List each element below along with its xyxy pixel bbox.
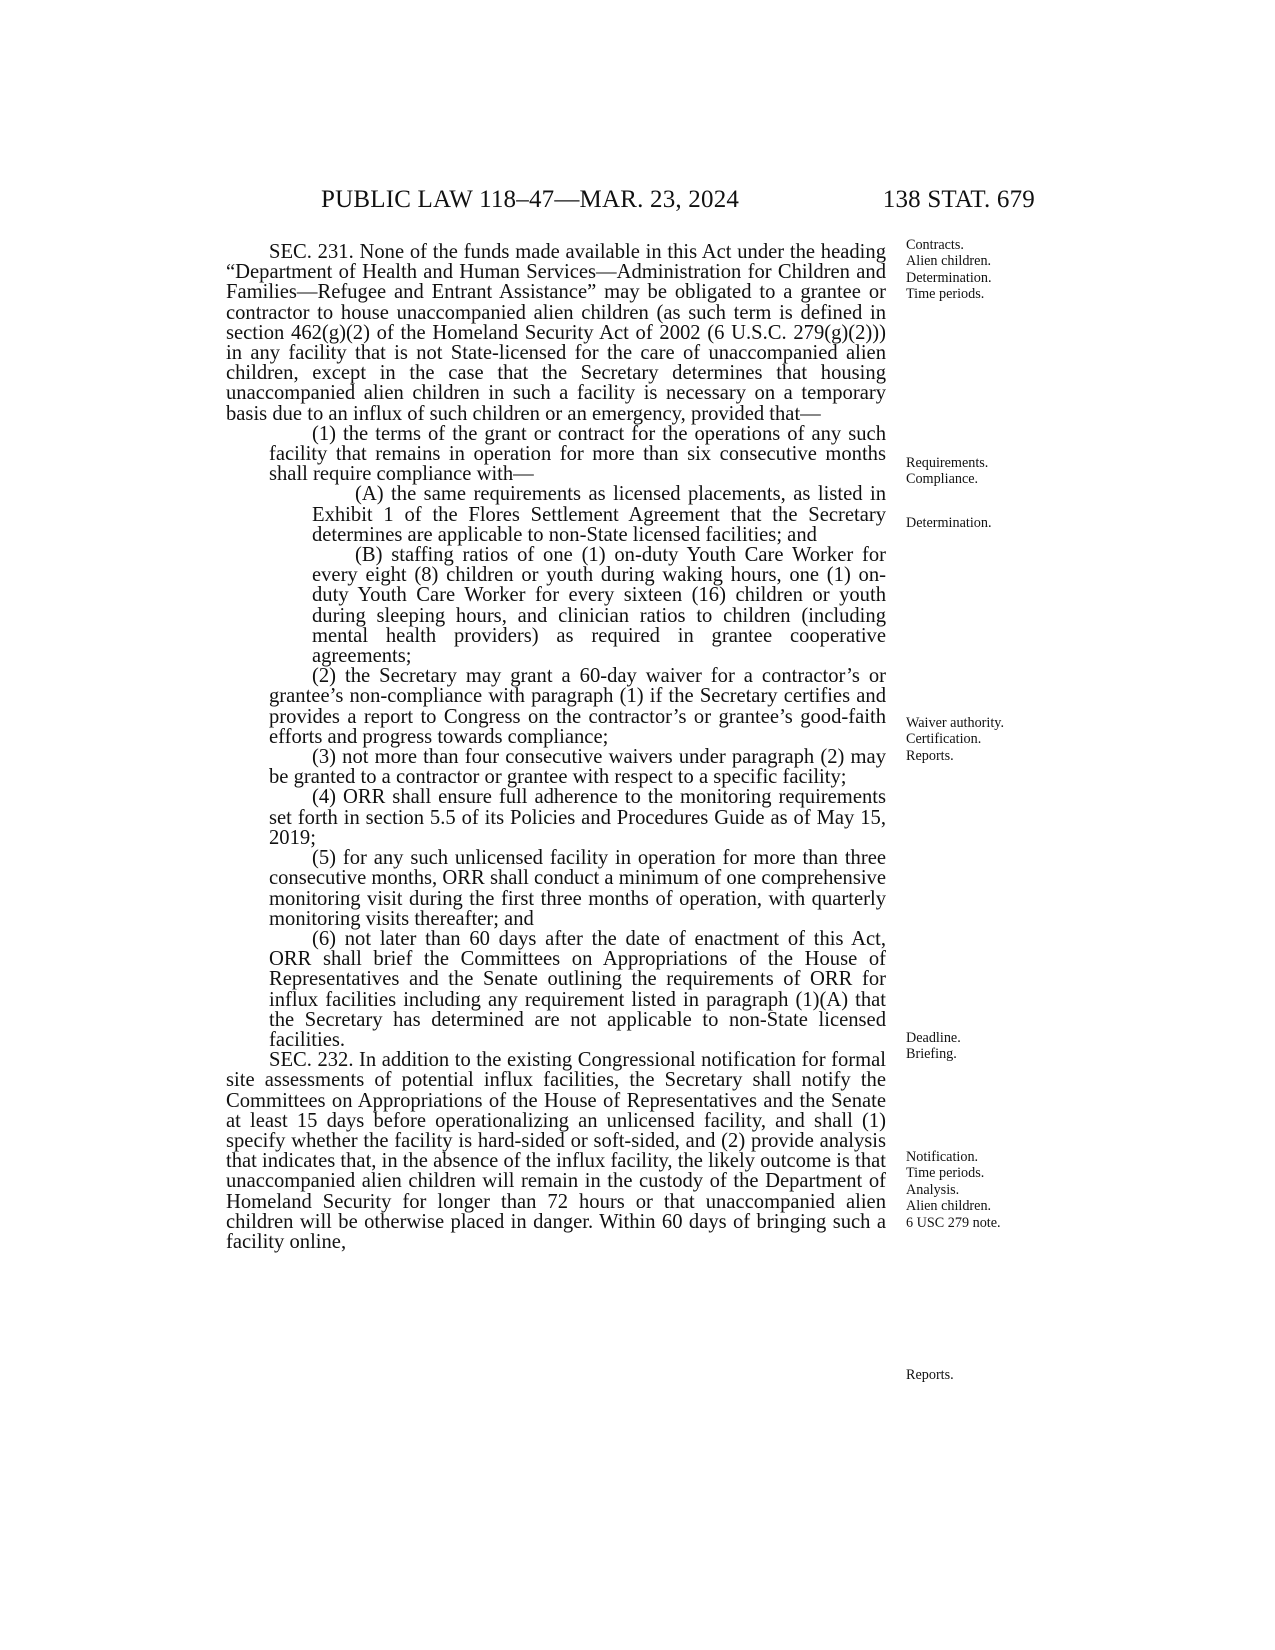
body-text bbox=[226, 242, 886, 1252]
margin-note-line: 6 USC 279 note. bbox=[906, 1214, 1001, 1231]
margin-note-contracts bbox=[906, 237, 1066, 303]
header-stat-page: 138 STAT. 679 bbox=[882, 186, 1035, 213]
section-231-label: SEC. 231. bbox=[269, 241, 354, 263]
paragraph-5: (5) for any such unlicensed facility in operation for more than three consecutive months, ORR shall conduct a minimum of one comprehensive monitoring visit during the first three months of operation, with quarterly monitoring visits thereafter; and bbox=[269, 847, 886, 930]
section-231 bbox=[226, 242, 886, 424]
paragraph-4: (4) ORR shall ensure full adherence to the monitoring requirements set forth in section 5.5 of its Policies and Procedures Guide as of May 15, 2019; bbox=[269, 786, 886, 849]
section-232-text: In addition to the existing Congressional notification for formal site assessments of potential influx facilities, the Secretary shall notify the Committees on Appropriations of the House of Representatives and the Senate at least 15 days before operationalizing an unlicensed facility, and shall (1) specify whether the facility is hard-sided or soft-sided, and (2) provide analysis that indicates that, in the absence of the influx facility, the likely outcome is that unaccompanied alien children will remain in the custody of the Department of Homeland Security for longer than 72 hours or that unaccompanied alien children will be otherwise placed in danger. Within 60 days of bringing such a facility online, bbox=[226, 1049, 886, 1253]
margin-note-line: Alien children. bbox=[906, 253, 992, 270]
margin-note-line: Briefing. bbox=[906, 1046, 957, 1063]
margin-note-reports bbox=[906, 1367, 1066, 1383]
margin-note-deadline bbox=[906, 1030, 1066, 1063]
margin-note-waiver bbox=[906, 715, 1066, 764]
paragraph-3: (3) not more than four consecutive waivers under paragraph (2) may be granted to a contractor or grantee with respect to a specific facility; bbox=[269, 746, 886, 789]
margin-note-notification bbox=[906, 1149, 1066, 1231]
margin-note-line: Reports. bbox=[906, 747, 954, 764]
paragraph-1: (1) the terms of the grant or contract for the operations of any such facility that remains in operation for more than six consecutive months shall require compliance with— bbox=[269, 422, 886, 486]
margin-note-line: Contracts. bbox=[906, 237, 964, 253]
margin-note-line: Deadline. bbox=[906, 1030, 961, 1046]
margin-note-line: Waiver authority. bbox=[906, 715, 1005, 731]
margin-note-line: Determination. bbox=[906, 269, 992, 286]
margin-note-line: Determination. bbox=[906, 515, 992, 531]
section-232-label: SEC. 232. bbox=[269, 1049, 354, 1072]
margin-note-line: Notification. bbox=[906, 1149, 979, 1165]
paragraph-2: (2) the Secretary may grant a 60-day waiver for a contractor’s or grantee’s non-compliance with paragraph (1) if the Secretary certifies and provides a report to Congress on the contractor’s or grantee’s good-faith efforts and progress towards compliance; bbox=[269, 665, 886, 748]
section-231-text: None of the funds made available in this Act under the heading “Department of Health and Human Services—Administration for Children and Families—Refugee and Entrant Assistance” may be obligated to a grantee or contractor to house unaccompanied alien children (as such term is defined in section 462(g)(2) of the Homeland Security Act of 2002 (6 U.S.C. 279(g)(2))) in any facility that is not State-licensed for the care of unaccompanied alien children, except in the case that the Secretary determines that housing unaccompanied alien children in such a facility is necessary on a temporary basis due to an influx of such children or an emergency, provided that— bbox=[226, 241, 887, 425]
subparagraph-1a: (A) the same requirements as licensed placements, as listed in Exhibit 1 of the Flores Settlement Agreement that the Secretary determines are applicable to non-State licensed facilities; and bbox=[312, 483, 886, 546]
margin-note-line: Reports. bbox=[906, 1367, 954, 1383]
margin-note-line: Compliance. bbox=[906, 471, 979, 488]
subparagraph-1b: (B) staffing ratios of one (1) on-duty Youth Care Worker for every eight (8) children or youth during waking hours, one (1) on-duty Youth Care Worker for every sixteen (16) children or youth during sleeping hours, and clinician ratios to children (including mental health providers) as required in grantee cooperative agreements; bbox=[312, 544, 886, 668]
margin-note-line: Analysis. bbox=[906, 1181, 960, 1198]
margin-note-line: Time periods. bbox=[906, 1165, 985, 1182]
margin-note-line: Time periods. bbox=[906, 286, 985, 303]
running-header bbox=[0, 186, 1275, 218]
margin-note-line: Certification. bbox=[906, 731, 982, 748]
margin-note-line: Alien children. bbox=[906, 1198, 992, 1215]
margin-note-determination bbox=[906, 515, 1066, 531]
margin-note-line: Requirements. bbox=[906, 455, 989, 471]
margin-note-requirements bbox=[906, 455, 1066, 488]
paragraph-6: (6) not later than 60 days after the date of enactment of this Act, ORR shall brief the Committees on Appropriations of the House of Representatives and the Senate outlining the requirements of ORR for influx facilities including any requirement listed in paragraph (1)(A) that the Secretary has determined are not applicable to non-State licensed facilities. bbox=[269, 927, 886, 1051]
header-title: PUBLIC LAW 118–47—MAR. 23, 2024 bbox=[321, 186, 740, 213]
section-232 bbox=[226, 1050, 886, 1252]
